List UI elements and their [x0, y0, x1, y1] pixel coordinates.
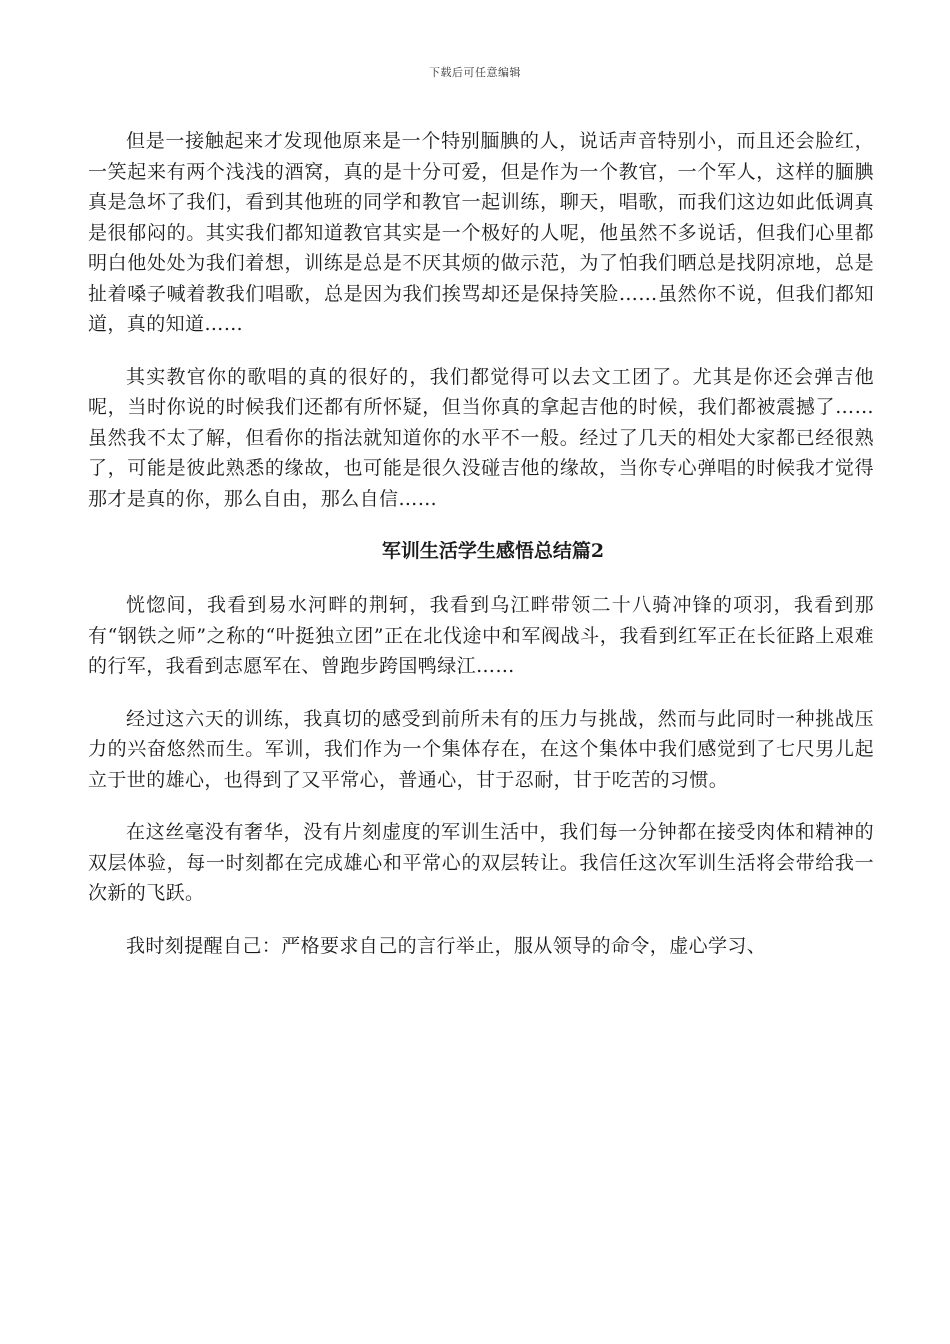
body-paragraph: 其实教官你的歌唱的真的很好的，我们都觉得可以去文工团了。尤其是你还会弹吉他呢，当时你说的时候我们还都有所怀疑，但当你真的拿起吉他的时候，我们都被震撼了……虽然我不太了解，但看你的指法就知道你的水平不一般。经过了几天的相处大家都已经很熟了，可能是彼此熟悉的缘故，也可能是很久没碰吉他的缘故，当你专心弹唱的时候我才觉得那才是真的你，那么自由，那么自信…… — [88, 365, 874, 510]
body-paragraph: 在这丝毫没有奢华，没有片刻虚度的军训生活中，我们每一分钟都在接受肉体和精神的双层体验，每一时刻都在完成雄心和平常心的双层转让。我信任这次军训生活将会带给我一次新的飞跃。 — [88, 821, 874, 904]
page-header: 下载后可任意编辑 — [429, 66, 521, 79]
body-paragraph: 我时刻提醒自己：严格要求自己的言行举止，服从领导的命令，虚心学习、 — [126, 934, 767, 957]
section-title: 军训生活学生感悟总结篇2 — [381, 540, 605, 562]
body-paragraph: 但是一接触起来才发现他原来是一个特别腼腆的人，说话声音特别小，而且还会脸红，一笑起来有两个浅浅的酒窝，真的是十分可爱，但是作为一个教官，一个军人，这样的腼腆真是急坏了我们，看到其他班的同学和教官一起训练，聊天，唱歌，而我们这边如此低调真是很郁闷的。其实我们都知道教官其实是一个极好的人呢，他虽然不多说话，但我们心里都明白他处处为我们着想，训练是总是不厌其烦的做示范，为了怕我们晒总是找阴凉地，总是扯着嗓子喊着教我们唱歌，总是因为我们挨骂却还是保持笑脸……虽然你不说，但我们都知道，真的知道…… — [88, 130, 874, 335]
body-paragraph: 经过这六天的训练，我真切的感受到前所未有的压力与挑战，然而与此同时一种挑战压力的兴奋悠然而生。军训，我们作为一个集体存在，在这个集体中我们感觉到了七尺男儿起立于世的雄心，也得到了又平常心，普通心，甘于忍耐，甘于吃苦的习惯。 — [88, 707, 874, 791]
body-paragraph: 恍惚间，我看到易水河畔的荆轲，我看到乌江畔带领二十八骑冲锋的项羽，我看到那有“钢铁之师”之称的“叶挺独立团”正在北伐途中和军阀战斗，我看到红军正在长征路上艰难的行军，我看到志愿军在、曾跑步跨国鸭绿江…… — [88, 594, 874, 677]
document-body — [88, 126, 874, 983]
